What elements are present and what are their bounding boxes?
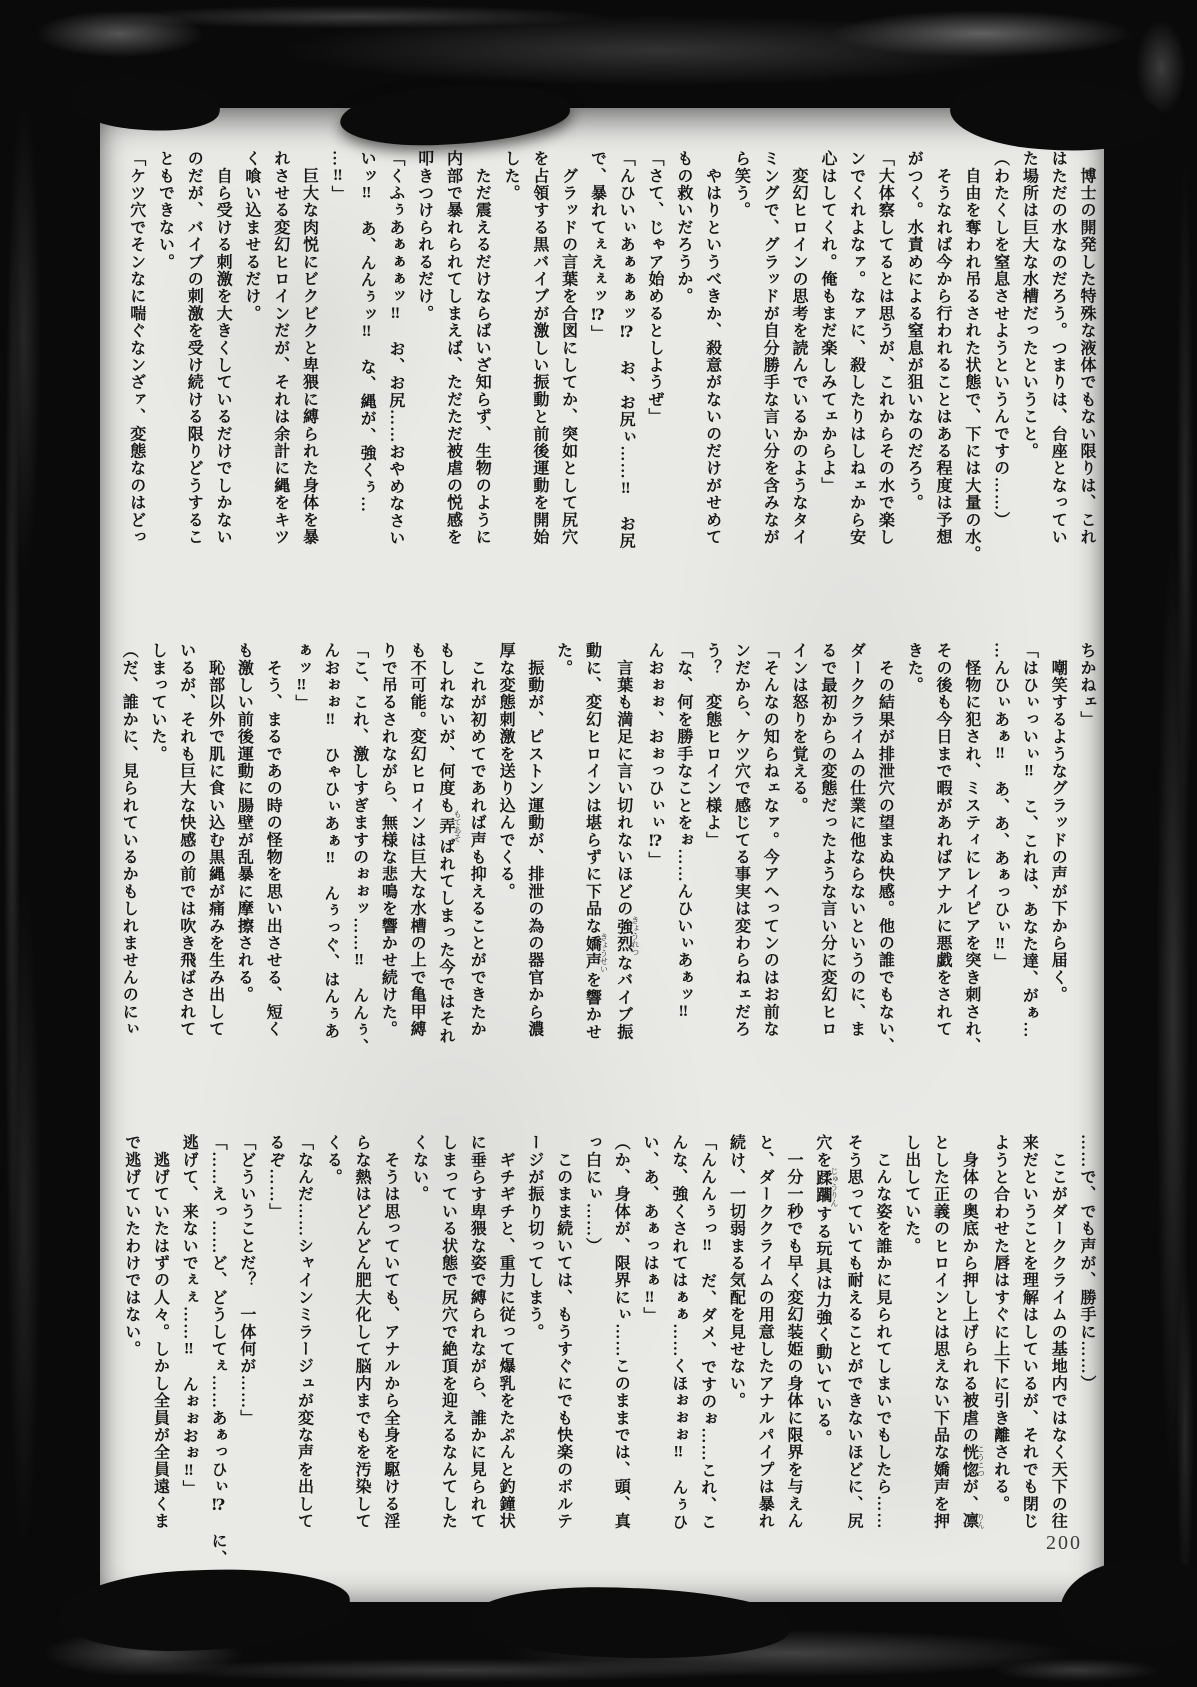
text-column: 言葉も満足に言い切れないほどの強烈 きょうれつなバイブ振 (614, 642, 640, 1041)
text-column: 嘲笑するようなグラッドの声が下から届く。 (1049, 642, 1067, 1004)
text-column: 巨大な肉悦にビクビクと卑猥に縛られた身体を暴 (300, 150, 318, 546)
text-column: ンでくれよなァ。なァに、殺したりはしねェから安 (847, 150, 865, 546)
text-column: 叩きつけられるだけ。 (415, 150, 433, 322)
text-column: （か、身体が、限界にぃ……このままでは、頭、真 (612, 1134, 630, 1530)
text-column: も不可能。変幻ヒロインは巨大な水槽の上で亀甲縛 (408, 642, 426, 1038)
text-column: 「……えっ……ど、どうしてぇ……あぁっひぃ⁉ に、 (209, 1134, 227, 1567)
text-column: 「んんんぅっ‼ だ、ダメ、ですのぉ……これ、こ (698, 1134, 716, 1531)
text-column: 穴を蹂躙 じゅうりんする玩具は力強く動いている。 (813, 1134, 839, 1447)
text-column: のだが、バイブの刺激を受け続ける限りどうするこ (185, 150, 203, 546)
text-column: う？ 変態ヒロイン様よ」 (703, 642, 721, 849)
text-column: を占領する黒バイブが激しい振動と前後運動を開始 (530, 150, 548, 546)
text-column: りで吊るされながら、無様な悲鳴を響かせ続けた。 (379, 642, 397, 1038)
text-column: れさせる変幻ヒロインだが、それは余計に縄をキツ (271, 150, 289, 546)
text-column: 「大体察してるとは思うが、これからその水で楽し (876, 150, 894, 546)
text-column: 「こ、これ、激しすぎますのぉぉッ……‼ んんぅ、 (350, 642, 368, 1056)
text-column: ともできない。 (156, 150, 174, 271)
text-column: 博士の開発した特殊な液体でもない限りは、これ (1078, 150, 1095, 546)
text-column: し出していた。 (902, 1134, 920, 1255)
text-column: ージが振り切ってしまう。 (525, 1134, 543, 1341)
text-column: ようと合わせた唇はすぐに上下に引き離される。 (991, 1134, 1009, 1513)
text-column: も激しい前後運動に腸壁が乱暴に摩擦される。 (235, 642, 253, 1004)
text-band-bottom (116, 1134, 1100, 1599)
text-column: ミングで、グラッドが自分勝手な言い分を含みなが (761, 150, 779, 546)
text-column: （わたくしを窒息させようというんですの……） (991, 150, 1009, 529)
text-column: 「どういうことだ？ 一体何が……」 (237, 1134, 255, 1427)
text-column: 身体の奥底から押し上げられる被虐の恍惚 こうこつが、凛 りん (960, 1134, 986, 1530)
text-column: しまっている状態で尻穴で絶頂を迎えるなんてした (439, 1134, 457, 1530)
text-column: くる。 (324, 1134, 342, 1186)
text-column: ダーククライムの仕業に他ならないというのに、ま (847, 642, 865, 1038)
text-column: …‼」 (329, 150, 347, 203)
text-column: んな、強くされてはぁぁ……くほぉぉぉ‼ んぅひ (669, 1134, 687, 1531)
text-column: 自由を奪われ吊るされた状態で、下には大量の水。 (962, 150, 980, 563)
text-column: きた。 (905, 642, 923, 694)
text-column: とした正義のヒロインとは思えない下品な嬌声を押 (931, 1134, 949, 1530)
text-column: らな熱はどんどん肥大化して脳内までもを汚染して (353, 1134, 371, 1530)
text-column: ンだから、ケツ穴で感じてる事実は変わらねェだろ (732, 642, 750, 1038)
text-column: 厚な変態刺激を送り込んでくる。 (497, 642, 515, 900)
text-column: で逃げていたわけではない。 (122, 1134, 140, 1358)
text-column: ここがダーククライムの基地内ではなく天下の往 (1049, 1134, 1067, 1530)
paper-page (100, 108, 1104, 1602)
text-column: 「なんだ……シャインミラージュが変な声を出して (295, 1134, 313, 1530)
text-column: その結果が排泄穴の望まぬ快感。他の誰でもない、 (876, 642, 894, 1055)
text-column: 一分一秒でも早く変幻装姫の身体に限界を与えん (785, 1134, 803, 1530)
text-column: …んひぃあぁ‼ あ、あ、あぁっひぃ‼」 (991, 642, 1009, 971)
text-column: こんな姿を誰かに見られてしまいでもしたら…… (873, 1134, 891, 1530)
text-column: 自ら受ける刺激を大きくしているだけでしかない (214, 150, 232, 546)
text-column: っ白にぃ……） (583, 1134, 601, 1255)
text-column: 変幻ヒロインの思考を読んでいるかのようなタイ (790, 150, 808, 546)
text-column: んおぉぉ‼ ひゃひぃあぁ‼ んぅっぐ、はんぅあ (321, 642, 339, 1040)
text-column: （だ、誰かに、見られているかもしれませんのにぃ (120, 642, 138, 1038)
text-column: はただの水なのだろう。つまりは、台座となってい (1049, 150, 1067, 546)
text-column: た。 (554, 642, 572, 677)
text-column: やはりというべきか、殺意がないのだけがせめて (703, 150, 721, 546)
text-column: 怪物に犯され、ミスティにレイピアを突き刺され、 (962, 642, 980, 1055)
text-column: 続け、一切弱まる気配を見せない。 (727, 1134, 745, 1410)
page-number: 200 (1046, 1532, 1082, 1554)
text-column: 逃げて、来ないでぇぇ……‼ んぉぉおぉ‼」 (180, 1134, 198, 1498)
text-column: 「くふぅあぁぁぁッ‼ お、お尻……おやめなさい (386, 150, 404, 547)
text-column: もしれないが、何度も弄 もてあそばれてしまった今ではそれ (436, 642, 462, 1045)
text-column: ちかねェ」 (1078, 642, 1095, 728)
text-column: と、ダーククライムの用意したアナルパイプは暴れ (756, 1134, 774, 1530)
text-column: インは怒りを覚える。 (790, 642, 808, 814)
text-column: く喰い込ませるだけ。 (242, 150, 260, 322)
text-column: した。 (502, 150, 520, 202)
text-column: 「んひいぃあぁぁぁッ⁉ お、お尻ぃ……‼ お尻 (617, 150, 635, 550)
text-column: そうは思っていても、アナルから全身を駆ける淫 (381, 1134, 399, 1530)
text-column: ぁッ‼」 (292, 642, 310, 712)
text-column: 「ケツ穴でそンなに喘ぐなンざァ、変態なのはどっ (127, 150, 145, 546)
text-column: 「な、何を勝手なことをぉ……んひいぃあぁッ‼ (674, 642, 692, 1022)
text-column: 「そんなの知らねェなァ。今アヘってンのはお前な (761, 642, 779, 1038)
text-column: ギチギチと、重力に従って爆乳をたぷんと釣鐘状 (497, 1134, 515, 1530)
text-column: い、あ、あぁっはぁ‼」 (641, 1134, 659, 1325)
text-column: た場所は巨大な水槽だったということ。 (1020, 150, 1038, 460)
text-column: に垂らす卑猥な姿で縛られながら、誰かに見られて (468, 1134, 486, 1530)
text-band-top (121, 150, 1100, 615)
text-band-middle (113, 642, 1100, 1107)
text-column: これが初めてであれば声も抑えることができたか (468, 642, 486, 1038)
text-column: そうなれば今から行われることはある程度は予想 (934, 150, 952, 546)
text-column: その後も今日まで暇があればアナルに悪戯をされて (934, 642, 952, 1038)
text-column: ……で、でも声が、勝手に……） (1078, 1134, 1095, 1392)
text-column: いッ‼ あ、んんぅッ‼ な、縄が、強くぅ… (358, 150, 376, 514)
text-column: がつく。水責めによる窒息が狙いなのだろう。 (905, 150, 923, 512)
text-column: ただ震えるだけならばいざ知らず、生物のように (473, 150, 491, 546)
text-column: しまっていた。 (149, 642, 166, 763)
text-column: 来だということを理解はしているが、それでも閉じ (1020, 1134, 1038, 1530)
text-column: 内部で暴れられてしまえば、ただただ被虐の悦感を (444, 150, 462, 546)
text-column: るで最初からの変態だったような言い分に変幻ヒロ (818, 642, 836, 1038)
text-column: 「さて、じゃア始めるとしようぜ」 (646, 150, 664, 426)
text-column: このまま続いては、もうすぐにでも快楽のボルテ (554, 1134, 572, 1530)
text-column: そう、まるであの時の怪物を思い出させる、短く (264, 642, 282, 1038)
text-column: ら笑う。 (732, 150, 750, 219)
text-column: もの救いだろうか。 (674, 150, 692, 305)
text-column: で、暴れてぇえぇッ⁉」 (588, 150, 606, 343)
text-column: 恥部以外で肌に食い込む黒縄が痛みを生み出して (206, 642, 224, 1038)
text-column: 振動が、ピストン運動が、排泄の為の器官から濃 (525, 642, 543, 1038)
text-column: るぞ……」 (266, 1134, 284, 1220)
text-column: そう思っていても耐えることができないほどに、尻 (845, 1134, 863, 1530)
text-column: 心はしてくれ。俺もまだ楽しみてェからよ」 (818, 150, 836, 494)
text-column: くない。 (410, 1134, 428, 1203)
text-column: んおぉぉ、おぉっひぃぃ⁉」 (646, 642, 664, 869)
text-column: いるが、それも巨大な快感の前では吹き飛ばされて (177, 642, 195, 1038)
text-column: 動に、変幻ヒロインは堪らずに下品な嬌声 きょうせいを響かせ (583, 642, 609, 1041)
text-column: 「はひぃっいぃ‼ こ、これは、あなた達、がぁ… (1020, 642, 1038, 1039)
text-column: グラッドの言葉を合図にしてか、突如として尻穴 (559, 150, 577, 546)
text-column: 逃げていたはずの人々。しかし全員が全員遠くま (151, 1134, 169, 1530)
